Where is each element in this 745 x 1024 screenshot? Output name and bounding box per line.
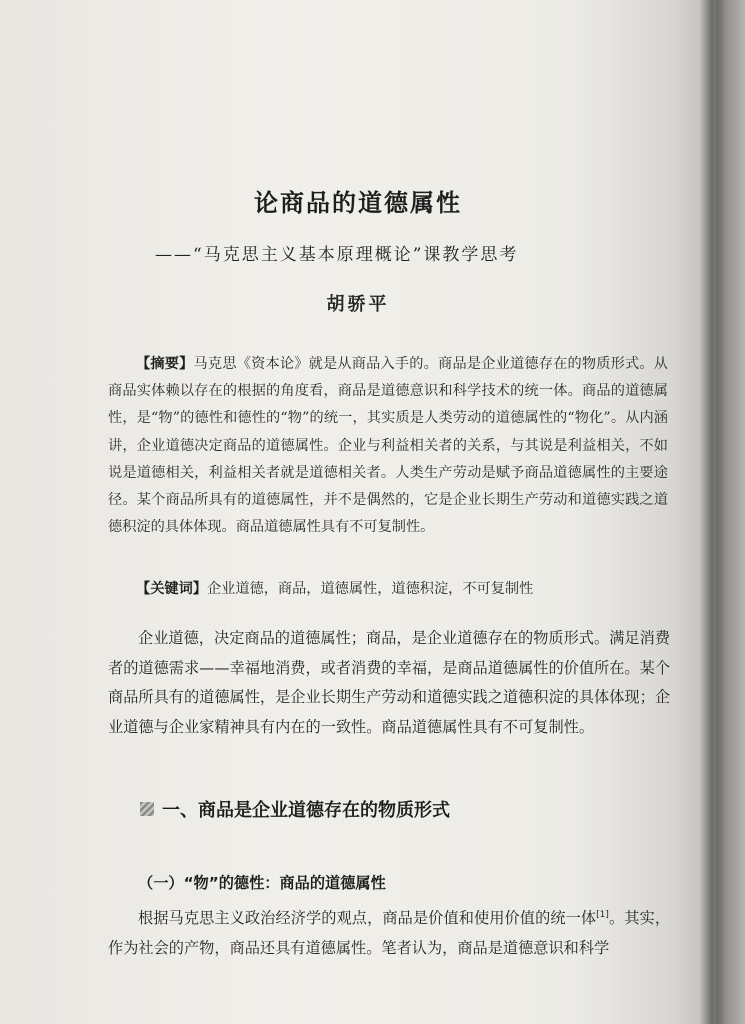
- section-heading-text: 一、商品是企业道德存在的物质形式: [162, 800, 450, 821]
- subsection-heading: （一）“物”的德性：商品的道德属性: [138, 874, 386, 892]
- intro-paragraph: 企业道德，决定商品的道德属性；商品，是企业道德存在的物质形式。满足消费者的道德需求——幸福地消费，或者消费的幸福，是商品道德属性的价值所在。某个商品所具有的道德属性，是企业长期生产劳动和道德实践之道德积淀的具体体现；企业道德与企业家精神具有内在的一致性。商品道德属性具有不可复制性。: [108, 629, 670, 736]
- body-paragraph: [108, 904, 670, 963]
- article-subtitle: ——“马克思主义基本原理概论”课教学思考: [155, 245, 519, 265]
- abstract-text: 马克思《资本论》就是从商品入手的。商品是企业道德存在的物质形式。从商品实体赖以存在的根据的角度看，商品是道德意识和科学技术的统一体。商品的道德属性，是“物”的德性和德性的“物”的统一，其实质是人类劳动的道德属性的“物化”。从内涵讲，企业道德决定商品的道德属性。企业与利益相关者的关系，与其说是利益相关，不如说是道德相关，利益相关者就是道德相关者。人类生产劳动是赋予商品道德属性的主要途径。某个商品所具有的道德属性，并不是偶然的，它是企业长期生产劳动和道德实践之道德积淀的具体体现。商品道德属性具有不可复制性。: [108, 356, 668, 536]
- body-text-start: 根据马克思主义政治经济学的观点，商品是价值和使用价值的统一体: [138, 909, 597, 927]
- article-author: 胡骄平: [326, 294, 390, 315]
- book-gutter-shadow: [700, 0, 724, 1024]
- footnote-ref: [1]: [596, 909, 609, 920]
- section-marker-icon: [140, 802, 154, 816]
- body-text-end: 。其实，作为社会的产物，商品还具有道德属性。笔者认为，商品是道德意识和科学: [108, 909, 671, 957]
- book-page-edge: [724, 0, 745, 1024]
- article-title: 论商品的道德属性: [254, 188, 462, 217]
- abstract-paragraph: [108, 351, 668, 541]
- section-heading: [140, 796, 450, 822]
- abstract-label: 【摘要】: [136, 356, 194, 372]
- keywords-line: [136, 576, 676, 602]
- keywords-label: 【关键词】: [136, 581, 207, 597]
- keywords-text: 企业道德，商品，道德属性，道德积淀，不可复制性: [206, 581, 534, 597]
